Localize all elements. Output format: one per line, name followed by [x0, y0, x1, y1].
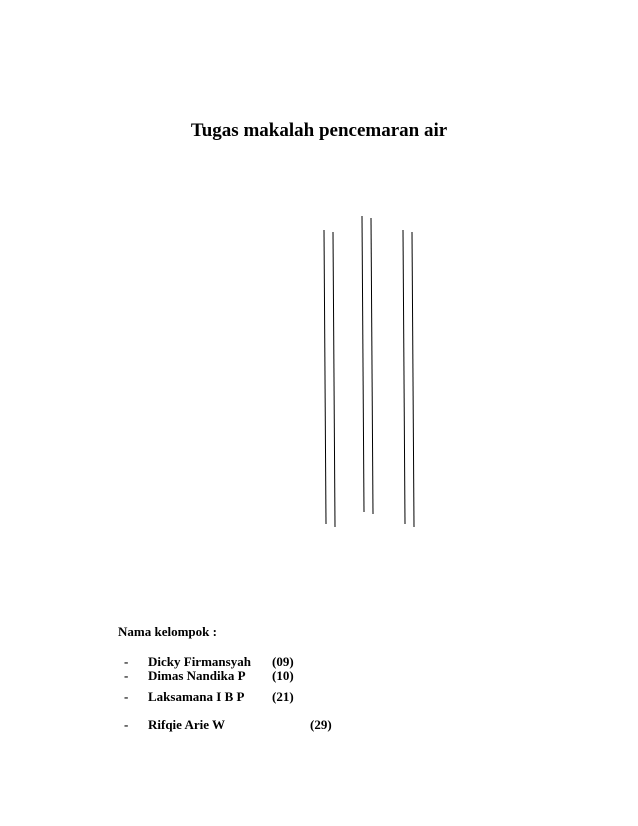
vertical-line: [403, 230, 405, 524]
member-number: (29): [310, 717, 332, 732]
member-number: (10): [272, 668, 294, 683]
member-item: [124, 717, 424, 733]
vertical-line: [333, 232, 335, 527]
member-item: [124, 668, 424, 684]
member-name: Dicky Firmansyah: [148, 654, 251, 669]
member-number: (09): [272, 654, 294, 669]
list-dash: -: [124, 668, 129, 683]
vertical-line: [412, 232, 414, 527]
member-name: Laksamana I B P: [148, 689, 245, 704]
vertical-line: [371, 218, 373, 514]
member-name: Dimas Nandika P: [148, 668, 246, 683]
list-dash: -: [124, 689, 129, 704]
list-dash: -: [124, 654, 129, 669]
vertical-line: [362, 216, 364, 512]
member-number: (21): [272, 689, 294, 704]
document-title: Tugas makalah pencemaran air: [190, 120, 448, 141]
member-name: Rifqie Arie W: [148, 717, 226, 732]
list-dash: -: [124, 717, 129, 732]
group-label: Nama kelompok :: [118, 624, 217, 639]
member-item: [124, 689, 424, 705]
vertical-line: [324, 230, 326, 524]
